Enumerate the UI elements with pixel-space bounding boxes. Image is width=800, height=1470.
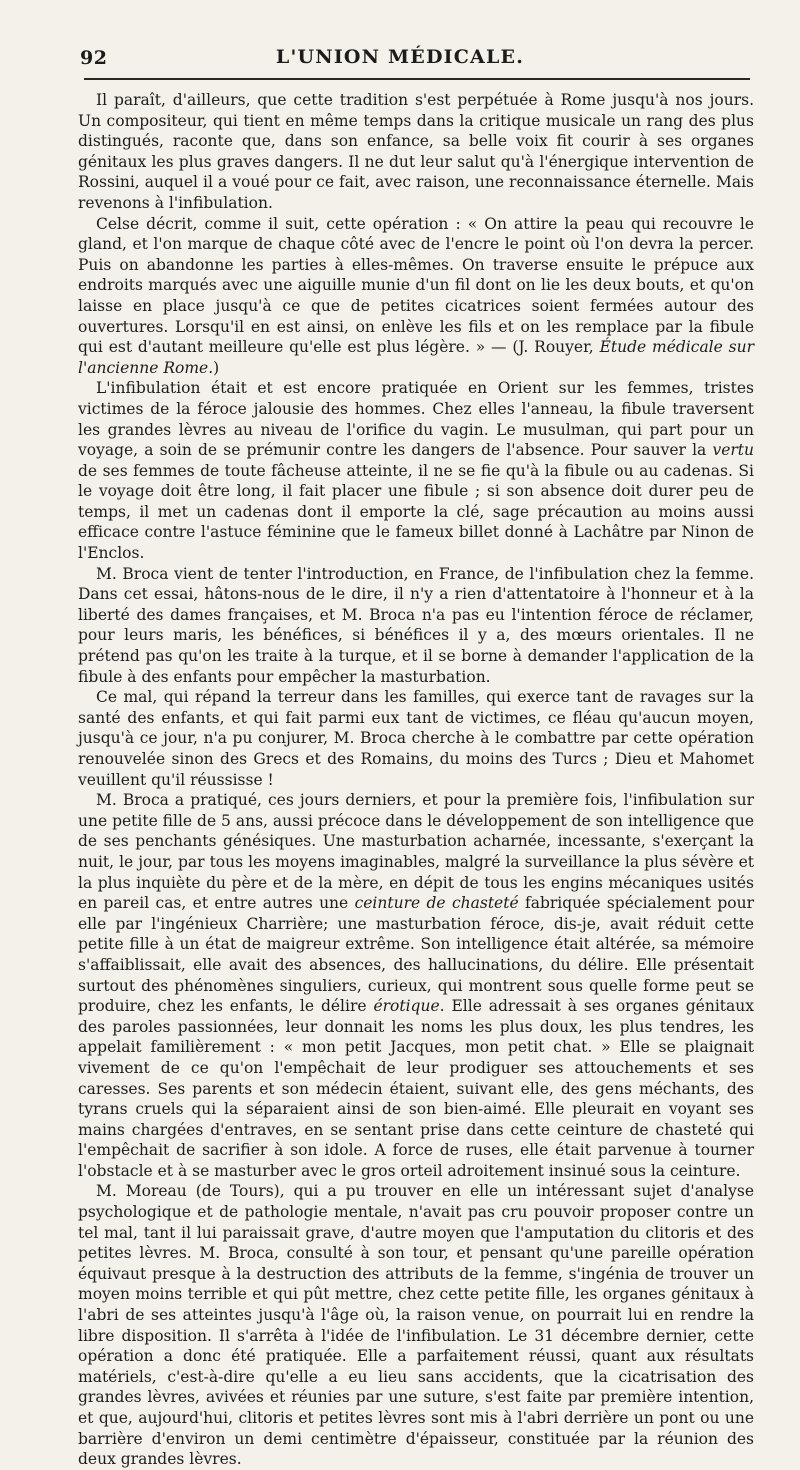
article-body [78,90,754,1470]
paragraph-orient-tail: de ses femmes de toute fâcheuse atteinte, il ne se fie qu'à la fibule ou au cadenas. Si le voyage doit être long, il fait placer une fibule ; si son absence doit durer peu de temps, il met un cadenas dont il emporte la clé, sage précaution au moins aussi efficace contre l'astuce féminine que le fameux billet donné à Lachâtre par Ninon de l'Enclos. [78,461,754,563]
paragraph-mal: Ce mal, qui répand la terreur dans les familles, qui exerce tant de ravages sur la santé des enfants, et qui fait parmi eux tant de victimes, ce fléau qu'aucun moyen, jusqu'à ce jour, n'a pu conjurer, M. Broca cherche à le combattre par cette opération renouvelée sinon des Grecs et des Romains, du moins des Turcs ; Dieu et Mahomet veuillent qu'il réussisse ! [78,688,754,789]
citation-title: Étude médicale sur l'ancienne Rome. [78,338,754,377]
italic-ceinture: ceinture de chasteté [354,894,519,913]
paragraph-celse-text: Celse décrit, comme il suit, cette opération : « On attire la peau qui recouvre le gland, et l'on marque de chaque côté avec de l'encre le point où l'on devra la percer. Puis on abandonne les parties à elles-mêmes. On traverse ensuite le prépuce aux endroits marqués avec une aiguille munie d'un fil dont on lie les deux bouts, et qu'on laisse en place jusqu'à ce que de petites cicatrices soient fermées autour des ouvertures. Lorsqu'il en est ainsi, on enlève les fils et on les remplace par la fibule qui est d'autant meilleure qu'elle est plus légère. » — (J. Rouyer, [78,214,754,357]
italic-erotique: érotique [373,997,440,1016]
italic-vertu: vertu [712,441,754,460]
paragraph-case-text: M. Broca a pratiqué, ces jours derniers, et pour la première fois, l'infibulation sur une petite fille de 5 ans, aussi précoce dans le développement de son intelligence que de ses penchants génésiques. Une masturbation acharnée, incessante, s'exerçant la nuit, le jour, par tous les moyens imaginables, malgré la surveillance la plus sévère et la plus inquiète du père et de la mère, en dépit de tous les engins mécaniques usités en pareil cas, et entre autres une [78,791,754,913]
citation-close: ) [213,358,220,377]
paragraph-broca-intro: M. Broca vient de tenter l'introduction, en France, de l'infibulation chez la femme. Dans cet essai, hâtons-nous de le dire, il n'y a rien d'attentatoire à l'honneur et à la liberté des dames françaises, et M. Broca n'a pas eu l'intention féroce de réclamer, pour leurs maris, les bénéfices, si bénéfices il y a, des mœurs orientales. Il ne prétend pas qu'on les traite à la turque, et il se borne à demander l'application de la fibule à des enfants pour empêcher la masturbation. [78,564,754,686]
header-rule [84,78,750,80]
paragraph-case-mid: fabriquée spécialement pour elle par l'ingénieux Charrière; une masturbation féroce, dis-je, avait réduit cette petite fille à un état de maigreur extrême. Son intelligence était altérée, sa mémoire s'affaiblissait, elle avait des absences, des hallucinations, du délire. Elle présentait surtout des phénomènes singuliers, curieux, qui montrent sous quelle forme peut se produire, chez les enfants, le délire [78,894,754,1016]
paragraph-case [78,790,754,1181]
page-number: 92 [80,47,108,69]
running-title: L'UNION MÉDICALE. [275,46,525,68]
paragraph-moreau: M. Moreau (de Tours), qui a pu trouver en elle un intéressant sujet d'analyse psychologique et de pathologie mentale, n'avait pas cru pouvoir proposer contre un tel mal, tant il lui paraissait grave, d'autre moyen que l'amputation du clitoris et des petites lèvres. M. Broca, consulté à son tour, et pensant qu'une pareille opération équivaut presque à la destruction des attributs de la femme, s'ingénia de trouver un moyen moins terrible et qui pût mettre, chez cette petite fille, les organes génitaux à l'abri de ses atteintes jusqu'à l'âge où, la raison venue, on pourrait lui en rendre la libre disposition. Il s'arrêta à l'idée de l'infibulation. Le 31 décembre dernier, cette opération a donc été pratiquée. Elle a parfaitement réussi, quant aux résultats matériels, c'est-à-dire qu'elle a eu lieu sans accidents, que la cicatrisation des grandes lèvres, avivées et réunies par une suture, s'est faite par première intention, et que, aujourd'hui, clitoris et petites lèvres sont mis à l'abri derrière un pont ou une barrière d'environ un demi centimètre d'épaisseur, constituée par la réunion des deux grandes lèvres. [78,1182,754,1469]
paragraph-orient-text: L'infibulation était et est encore pratiquée en Orient sur les femmes, tristes victimes de la féroce jalousie des hommes. Chez elles l'anneau, la fibule traversent les grandes lèvres au niveau de l'orifice du vagin. Le musulman, qui part pour un voyage, a soin de se prémunir contre les dangers de l'absence. Pour sauver la [78,379,754,460]
paragraph-orient [78,378,754,563]
paragraph-case-tail: . Elle adressait à ses organes génitaux des paroles passionnées, leur donnait les noms les plus doux, les plus tendres, les appelait familièrement : « mon petit Jacques, mon petit chat. » Elle se plaignait vivement de ce qu'on l'empêchait de leur prodiguer ses attouchements et ses caresses. Ses parents et son médecin étaient, suivant elle, des gens méchants, des tyrans cruels qui la séparaient ainsi de son bien-aimé. Elle pleurait en voyant ses mains chargées d'entraves, en se sentant prise dans cette ceinture de chasteté qui l'empêchait de sacrifier à son idole. A force de ruses, elle était parvenue à tourner l'obstacle et à se masturber avec le gros orteil adroitement insinué sous la ceinture. [78,997,754,1180]
paragraph-rossini: Il paraît, d'ailleurs, que cette tradition s'est perpétuée à Rome jusqu'à nos jours. Un compositeur, qui tient en même temps dans la critique musicale un rang des plus distingués, raconte que, dans son enfance, sa belle voix fit courir à ses organes génitaux les plus graves dangers. Il ne dut leur salut qu'à l'énergique intervention de Rossini, auquel il a voué pour ce fait, avec raison, une reconnaissance éternelle. Mais revenons à l'infibulation. [78,91,754,212]
paragraph-celse [78,214,754,379]
